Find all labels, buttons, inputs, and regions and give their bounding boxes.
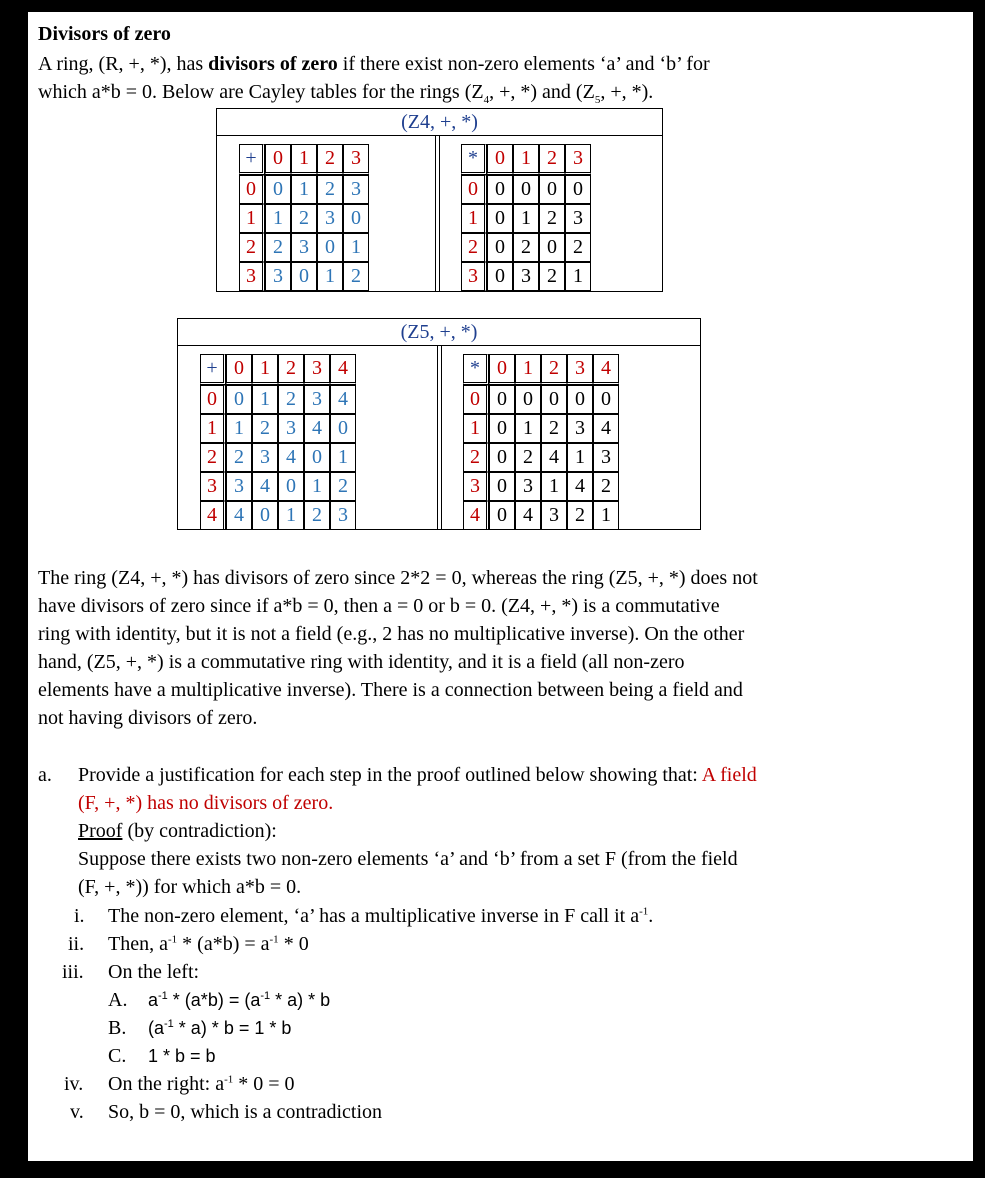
table-cell: 0 bbox=[487, 175, 513, 204]
row-label-cell: 0 bbox=[239, 175, 265, 204]
step-iii: On the left: bbox=[108, 961, 200, 983]
z4-cayley-frame bbox=[216, 108, 663, 292]
intro-line-2 bbox=[38, 78, 653, 106]
paragraph-line-3: ring with identity, but it is not a field (e.g., 2 has no multiplicative inverse). On the other bbox=[38, 623, 745, 645]
header-cell: 3 bbox=[304, 354, 330, 385]
table-row bbox=[463, 472, 619, 501]
step-i-tail: . bbox=[648, 905, 654, 927]
row-label-cell: 4 bbox=[200, 501, 226, 530]
step-v-marker: v. bbox=[70, 1101, 84, 1123]
header-cell: 4 bbox=[593, 354, 619, 385]
substep-a-2: * (a*b) = (a bbox=[167, 990, 261, 1010]
table-row bbox=[463, 385, 619, 414]
table-cell: 0 bbox=[343, 204, 369, 233]
step-v: So, b = 0, which is a contradiction bbox=[108, 1101, 383, 1123]
z5-multiplication-table bbox=[463, 354, 619, 530]
header-cell: 0 bbox=[265, 144, 291, 175]
table-cell: 0 bbox=[489, 414, 515, 443]
table-cell: 2 bbox=[226, 443, 252, 472]
table-row bbox=[463, 414, 619, 443]
substep-a-sup2: -1 bbox=[260, 990, 271, 1002]
table-cell: 0 bbox=[489, 443, 515, 472]
table-cell: 1 bbox=[226, 414, 252, 443]
intro-bold-term: divisors of zero bbox=[208, 53, 338, 75]
table-cell: 2 bbox=[565, 233, 591, 262]
intro-text-a: A ring, (R, +, *), has bbox=[38, 53, 209, 75]
row-label-cell: 1 bbox=[463, 414, 489, 443]
row-label-cell: 2 bbox=[463, 443, 489, 472]
table-row bbox=[461, 262, 591, 291]
row-label-cell: 2 bbox=[461, 233, 487, 262]
table-cell: 1 bbox=[567, 443, 593, 472]
table-cell: 3 bbox=[541, 501, 567, 530]
proof-label: Proof bbox=[78, 820, 123, 842]
table-cell: 0 bbox=[489, 385, 515, 414]
question-claim-a: A field bbox=[701, 764, 757, 786]
table-cell: 1 bbox=[317, 262, 343, 291]
table-cell: 0 bbox=[487, 233, 513, 262]
step-ii-pre: Then, a bbox=[108, 933, 168, 955]
operator-cell: + bbox=[200, 354, 226, 385]
table-cell: 4 bbox=[226, 501, 252, 530]
substep-b-2: * a) * b = 1 * b bbox=[173, 1018, 292, 1038]
table-row bbox=[463, 443, 619, 472]
table-cell: 3 bbox=[226, 472, 252, 501]
substep-c-marker: C. bbox=[108, 1045, 127, 1067]
row-label-cell: 2 bbox=[239, 233, 265, 262]
table-cell: 0 bbox=[278, 472, 304, 501]
header-cell: 4 bbox=[330, 354, 356, 385]
intro-text-d: , +, *) and (Z bbox=[489, 81, 595, 103]
table-cell: 3 bbox=[317, 204, 343, 233]
row-label-cell: 0 bbox=[463, 385, 489, 414]
table-cell: 3 bbox=[567, 414, 593, 443]
table-cell: 2 bbox=[252, 414, 278, 443]
table-row bbox=[200, 501, 356, 530]
header-cell: 2 bbox=[541, 354, 567, 385]
step-iv-pre: On the right: a bbox=[108, 1073, 225, 1095]
row-label-cell: 0 bbox=[461, 175, 487, 204]
suppose-line-1: Suppose there exists two non-zero elements ‘a’ and ‘b’ from a set F (from the field bbox=[78, 848, 738, 870]
table-cell: 4 bbox=[304, 414, 330, 443]
row-label-cell: 2 bbox=[200, 443, 226, 472]
substep-a-marker: A. bbox=[108, 989, 128, 1011]
table-cell: 4 bbox=[541, 443, 567, 472]
table-cell: 3 bbox=[304, 385, 330, 414]
header-cell: 1 bbox=[513, 144, 539, 175]
table-cell: 0 bbox=[541, 385, 567, 414]
header-row bbox=[200, 354, 356, 385]
table-cell: 4 bbox=[252, 472, 278, 501]
question-marker: a. bbox=[38, 764, 52, 786]
table-row bbox=[239, 233, 369, 262]
step-i bbox=[108, 902, 653, 930]
table-cell: 0 bbox=[317, 233, 343, 262]
row-label-cell: 0 bbox=[200, 385, 226, 414]
substep-c: 1 * b = b bbox=[148, 1046, 216, 1066]
table-cell: 1 bbox=[304, 472, 330, 501]
table-cell: 3 bbox=[330, 501, 356, 530]
substep-b bbox=[148, 1014, 291, 1042]
paragraph-line-5: elements have a multiplicative inverse). There is a connection between being a field and bbox=[38, 679, 743, 701]
proof-method: (by contradiction): bbox=[122, 820, 277, 842]
step-i-sup: -1 bbox=[639, 905, 649, 918]
header-cell: 2 bbox=[317, 144, 343, 175]
table-cell: 2 bbox=[278, 385, 304, 414]
question-claim-b: (F, +, *) has no divisors of zero. bbox=[78, 792, 334, 814]
step-iv-sup: -1 bbox=[224, 1073, 234, 1086]
intro-text-b: if there exist non-zero elements ‘a’ and ‘b’ for bbox=[337, 53, 710, 75]
table-cell: 0 bbox=[515, 385, 541, 414]
table-cell: 1 bbox=[513, 204, 539, 233]
table-cell: 1 bbox=[252, 385, 278, 414]
table-cell: 3 bbox=[593, 443, 619, 472]
table-row bbox=[239, 204, 369, 233]
header-cell: 2 bbox=[539, 144, 565, 175]
substep-a-3: * a) * b bbox=[270, 990, 331, 1010]
header-row bbox=[463, 354, 619, 385]
table-cell: 1 bbox=[565, 262, 591, 291]
table-cell: 2 bbox=[343, 262, 369, 291]
table-cell: 2 bbox=[513, 233, 539, 262]
table-cell: 0 bbox=[567, 385, 593, 414]
table-cell: 2 bbox=[304, 501, 330, 530]
table-row bbox=[461, 204, 591, 233]
header-cell: 3 bbox=[565, 144, 591, 175]
row-label-cell: 1 bbox=[461, 204, 487, 233]
step-iii-marker: iii. bbox=[62, 961, 84, 983]
intro-text-c: which a*b = 0. Below are Cayley tables for the rings (Z bbox=[38, 81, 484, 103]
substep-a-1: a bbox=[148, 990, 159, 1010]
table-cell: 0 bbox=[539, 233, 565, 262]
z5-title: (Z5, +, *) bbox=[178, 319, 700, 346]
table-cell: 0 bbox=[291, 262, 317, 291]
table-cell: 0 bbox=[226, 385, 252, 414]
table-row bbox=[200, 385, 356, 414]
table-cell: 4 bbox=[515, 501, 541, 530]
table-cell: 1 bbox=[265, 204, 291, 233]
heading: Divisors of zero bbox=[38, 23, 171, 45]
table-cell: 0 bbox=[489, 501, 515, 530]
header-row bbox=[461, 144, 591, 175]
substep-b-1: (a bbox=[148, 1018, 165, 1038]
step-ii-post: * 0 bbox=[278, 933, 309, 955]
table-row bbox=[461, 175, 591, 204]
step-iv-post: * 0 = 0 bbox=[233, 1073, 295, 1095]
operator-cell: * bbox=[461, 144, 487, 175]
table-cell: 0 bbox=[513, 175, 539, 204]
suppose-line-2: (F, +, *)) for which a*b = 0. bbox=[78, 876, 302, 898]
step-ii-marker: ii. bbox=[68, 933, 85, 955]
table-cell: 0 bbox=[265, 175, 291, 204]
header-cell: 3 bbox=[567, 354, 593, 385]
table-row bbox=[239, 262, 369, 291]
paragraph-line-6: not having divisors of zero. bbox=[38, 707, 258, 729]
table-cell: 3 bbox=[513, 262, 539, 291]
row-label-cell: 1 bbox=[200, 414, 226, 443]
header-cell: 1 bbox=[252, 354, 278, 385]
table-row bbox=[200, 472, 356, 501]
table-cell: 2 bbox=[317, 175, 343, 204]
table-cell: 2 bbox=[539, 262, 565, 291]
table-cell: 0 bbox=[330, 414, 356, 443]
row-label-cell: 4 bbox=[463, 501, 489, 530]
header-cell: 1 bbox=[291, 144, 317, 175]
question-line-1 bbox=[78, 761, 757, 789]
table-cell: 1 bbox=[278, 501, 304, 530]
table-cell: 0 bbox=[252, 501, 278, 530]
table-cell: 4 bbox=[330, 385, 356, 414]
header-cell: 2 bbox=[278, 354, 304, 385]
step-i-marker: i. bbox=[74, 905, 85, 927]
table-cell: 3 bbox=[265, 262, 291, 291]
proof-label-line bbox=[78, 817, 277, 845]
table-cell: 0 bbox=[487, 204, 513, 233]
table-cell: 1 bbox=[541, 472, 567, 501]
table-row bbox=[461, 233, 591, 262]
table-cell: 2 bbox=[541, 414, 567, 443]
document-page bbox=[28, 12, 973, 1161]
table-cell: 2 bbox=[330, 472, 356, 501]
substep-a-sup1: -1 bbox=[158, 990, 168, 1002]
table-cell: 2 bbox=[593, 472, 619, 501]
table-cell: 1 bbox=[291, 175, 317, 204]
row-label-cell: 1 bbox=[239, 204, 265, 233]
step-iv bbox=[108, 1070, 295, 1098]
step-ii-mid: * (a*b) = a bbox=[177, 933, 270, 955]
operator-cell: + bbox=[239, 144, 265, 175]
table-cell: 4 bbox=[593, 414, 619, 443]
table-cell: 4 bbox=[567, 472, 593, 501]
table-row bbox=[200, 443, 356, 472]
table-cell: 1 bbox=[515, 414, 541, 443]
table-cell: 3 bbox=[515, 472, 541, 501]
paragraph-line-4: hand, (Z5, +, *) is a commutative ring with identity, and it is a field (all non-zero bbox=[38, 651, 685, 673]
z4-title: (Z4, +, *) bbox=[217, 109, 662, 136]
table-cell: 0 bbox=[304, 443, 330, 472]
paragraph-line-2: have divisors of zero since if a*b = 0, then a = 0 or b = 0. (Z4, +, *) is a commutative bbox=[38, 595, 720, 617]
table-cell: 1 bbox=[330, 443, 356, 472]
intro-sub-5: 5 bbox=[594, 94, 601, 106]
table-cell: 2 bbox=[291, 204, 317, 233]
question-text: Provide a justification for each step in the proof outlined below showing that: bbox=[78, 764, 702, 786]
header-cell: 0 bbox=[226, 354, 252, 385]
step-ii-sup2: -1 bbox=[269, 933, 279, 946]
table-cell: 3 bbox=[252, 443, 278, 472]
header-cell: 3 bbox=[343, 144, 369, 175]
row-label-cell: 3 bbox=[200, 472, 226, 501]
z4-addition-table bbox=[239, 144, 369, 291]
table-cell: 2 bbox=[515, 443, 541, 472]
step-ii bbox=[108, 930, 309, 958]
row-label-cell: 3 bbox=[461, 262, 487, 291]
operator-cell: * bbox=[463, 354, 489, 385]
intro-line-1 bbox=[38, 50, 710, 78]
z5-cayley-frame bbox=[177, 318, 701, 530]
z4-divider bbox=[435, 135, 440, 291]
header-cell: 1 bbox=[515, 354, 541, 385]
substep-b-marker: B. bbox=[108, 1017, 127, 1039]
table-row bbox=[200, 414, 356, 443]
table-cell: 2 bbox=[539, 204, 565, 233]
step-i-text: The non-zero element, ‘a’ has a multiplicative inverse in F call it a bbox=[108, 905, 640, 927]
substep-b-sup: -1 bbox=[164, 1018, 174, 1030]
table-cell: 0 bbox=[489, 472, 515, 501]
header-row bbox=[239, 144, 369, 175]
header-cell: 0 bbox=[487, 144, 513, 175]
table-cell: 0 bbox=[565, 175, 591, 204]
z5-divider bbox=[437, 345, 442, 529]
paragraph-line-1: The ring (Z4, +, *) has divisors of zero since 2*2 = 0, whereas the ring (Z5, +, *) does not bbox=[38, 567, 758, 589]
step-ii-sup1: -1 bbox=[167, 933, 178, 946]
table-cell: 4 bbox=[278, 443, 304, 472]
z5-addition-table bbox=[200, 354, 356, 530]
row-label-cell: 3 bbox=[239, 262, 265, 291]
z4-multiplication-table bbox=[461, 144, 591, 291]
table-cell: 3 bbox=[565, 204, 591, 233]
table-cell: 1 bbox=[593, 501, 619, 530]
table-cell: 0 bbox=[593, 385, 619, 414]
step-iv-marker: iv. bbox=[64, 1073, 84, 1095]
intro-sub-4: 4 bbox=[483, 94, 490, 106]
table-cell: 3 bbox=[343, 175, 369, 204]
table-cell: 1 bbox=[343, 233, 369, 262]
table-cell: 2 bbox=[265, 233, 291, 262]
row-label-cell: 3 bbox=[463, 472, 489, 501]
table-cell: 3 bbox=[291, 233, 317, 262]
table-cell: 2 bbox=[567, 501, 593, 530]
table-row bbox=[239, 175, 369, 204]
header-cell: 0 bbox=[489, 354, 515, 385]
intro-text-e: , +, *). bbox=[600, 81, 654, 103]
table-row bbox=[463, 501, 619, 530]
table-cell: 3 bbox=[278, 414, 304, 443]
substep-a bbox=[148, 986, 330, 1014]
table-cell: 0 bbox=[539, 175, 565, 204]
table-cell: 0 bbox=[487, 262, 513, 291]
